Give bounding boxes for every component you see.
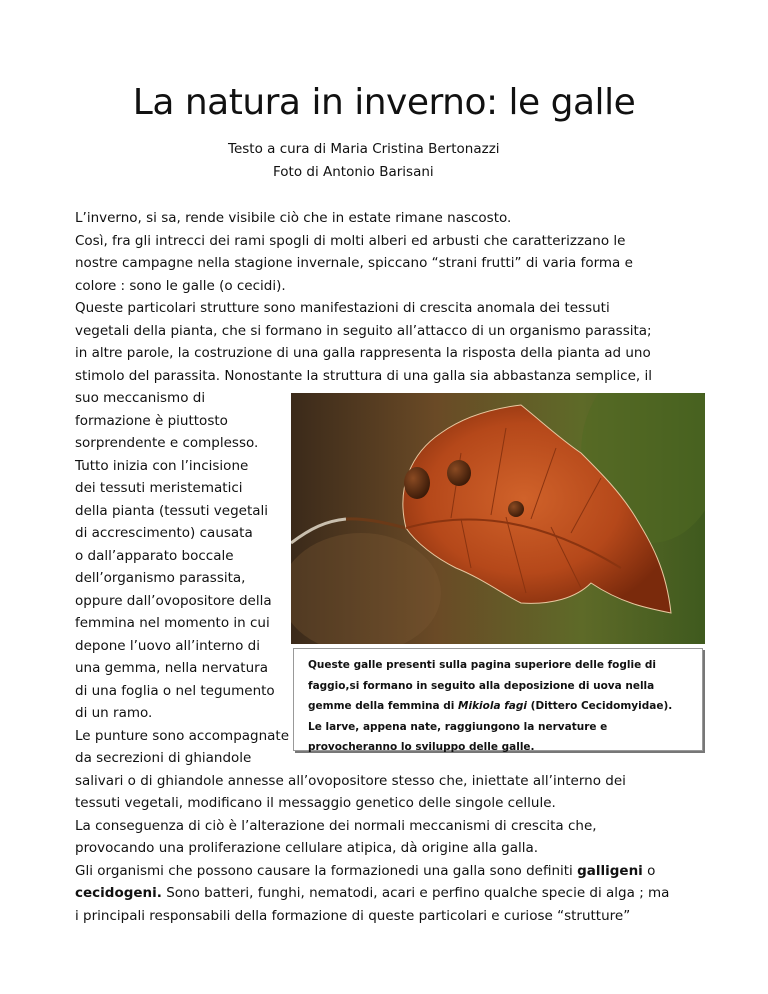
text-author-credit: Testo a cura di Maria Cristina Bertonazzi — [228, 141, 500, 157]
leaf-illustration — [291, 393, 705, 644]
text-run: (Dittero Cecidomyidae). — [526, 700, 673, 712]
body-line: nostre campagne nella stagione invernale, spiccano “strani frutti” di varia forma e — [75, 255, 633, 271]
caption-line: faggio,si formano in seguito alla deposizione di uova nella — [308, 679, 655, 692]
body-line: provocando una proliferazione cellulare atipica, dà origine alla galla. — [75, 840, 539, 856]
body-line: o dall’apparato boccale — [75, 548, 234, 564]
text-run: gemme della femmina di — [308, 700, 459, 712]
body-line: depone l’uovo all’interno di — [75, 638, 260, 654]
body-line: stimolo del parassita. Nonostante la struttura di una galla sia abbastanza semplice, il — [75, 368, 652, 384]
gall-3 — [508, 501, 524, 517]
body-line: in altre parole, la costruzione di una galla rappresenta la risposta della pianta ad uno — [75, 345, 651, 361]
leaf-gall-photo — [291, 393, 705, 644]
photo-author-credit: Foto di Antonio Barisani — [273, 164, 434, 180]
body-line: La conseguenza di ciò è l’alterazione dei normali meccanismi di crescita che, — [75, 818, 597, 834]
body-line: L’inverno, si sa, rende visibile ciò che in estate rimane nascosto. — [75, 210, 512, 226]
body-line: formazione è piuttosto — [75, 413, 228, 429]
body-line: i principali responsabili della formazione di queste particolari e curiose “strutture” — [75, 908, 631, 924]
body-line — [75, 862, 655, 880]
body-line: Tutto inizia con l’incisione — [75, 458, 249, 474]
gall-2 — [447, 460, 471, 486]
body-line: Queste particolari strutture sono manifestazioni di crescita anomala dei tessuti — [75, 300, 610, 316]
text-run: Gli organismi che possono causare la formazionedi una galla sono definiti — [75, 863, 578, 879]
body-line: salivari o di ghiandole annesse all’ovopositore stesso che, iniettate all’interno dei — [75, 773, 626, 789]
body-line: dei tessuti meristematici — [75, 480, 243, 496]
body-line: della pianta (tessuti vegetali — [75, 503, 269, 519]
keyword-cecidogeni: cecidogeni. — [75, 885, 162, 901]
body-line: oppure dall’ovopositore della — [75, 593, 272, 609]
body-line: sorprendente e complesso. — [75, 435, 259, 451]
body-line: da secrezioni di ghiandole — [75, 750, 252, 766]
body-line: tessuti vegetali, modificano il messaggio genetico delle singole cellule. — [75, 795, 556, 811]
caption-line — [308, 696, 694, 717]
body-line: suo meccanismo di — [75, 390, 206, 406]
body-line: femmina nel momento in cui — [75, 615, 270, 631]
body-line: di accrescimento) causata — [75, 525, 253, 541]
keyword-galligeni: galligeni — [577, 863, 643, 879]
body-line — [75, 884, 669, 902]
body-line: Così, fra gli intrecci dei rami spogli di molti alberi ed arbusti che caratterizzano le — [75, 233, 626, 249]
body-line: vegetali della pianta, che si formano in seguito all’attacco di un organismo parassita; — [75, 323, 652, 339]
caption-line: Queste galle presenti sulla pagina superiore delle foglie di — [308, 659, 656, 671]
page-title: La natura in inverno: le galle — [132, 82, 636, 123]
body-line: Le punture sono accompagnate — [75, 728, 290, 744]
caption-line: provocheranno lo sviluppo delle galle. — [308, 741, 535, 753]
text-run: Sono batteri, funghi, nematodi, acari e perfino qualche specie di alga ; ma — [161, 885, 670, 901]
text-run: o — [642, 863, 656, 879]
body-line: colore : sono le galle (o cecidi). — [75, 278, 286, 294]
body-line: dell’organismo parassita, — [75, 570, 246, 586]
body-line: di un ramo. — [75, 705, 153, 721]
species-name: Mikiola fagi — [458, 700, 527, 712]
gall-1 — [404, 467, 430, 499]
caption-line: Le larve, appena nate, raggiungono la nervature e — [308, 720, 608, 733]
body-line: di una foglia o nel tegumento — [75, 683, 275, 699]
photo-caption — [293, 648, 703, 751]
body-line: una gemma, nella nervatura — [75, 660, 268, 676]
